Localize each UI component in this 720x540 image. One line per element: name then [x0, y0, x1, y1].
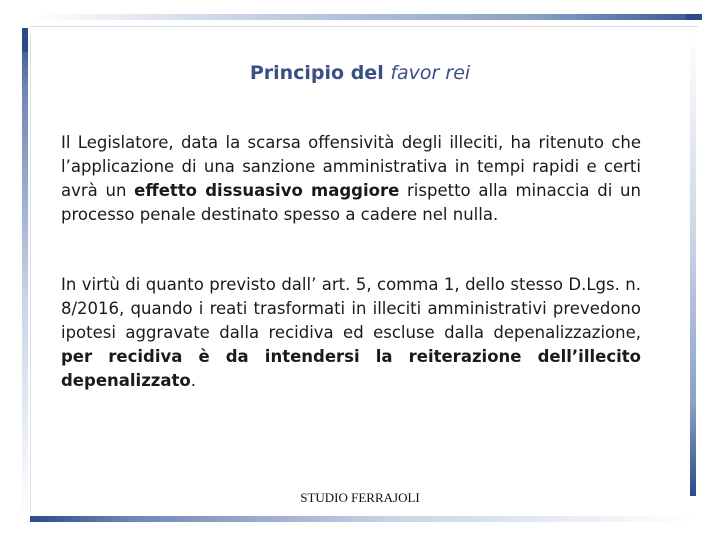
paragraph-1-text-end: rispetto alla minaccia di un processo penale destinato spesso a cadere nel nulla.	[61, 181, 641, 224]
frame-right-bar	[690, 34, 696, 496]
frame-top-bar-accent	[686, 14, 702, 20]
slide-title	[0, 62, 720, 84]
paragraph-2-text-end: .	[190, 371, 197, 390]
frame-left-bar-accent	[22, 28, 28, 52]
frame-inner-top-line	[30, 26, 698, 27]
slide-title-prefix: Principio del	[249, 62, 391, 84]
paragraph-1-text-start: Il Legislatore, data la scarsa offensività degli illeciti, ha ritenuto che l’applicazione di una sanzione amministrativa in tempi rapidi e certi avrà un	[61, 133, 641, 200]
paragraph-recidiva	[61, 273, 641, 393]
frame-top-bar	[34, 14, 702, 20]
paragraph-legislatore	[61, 131, 641, 227]
footer-studio-name: STUDIO FERRAJOLI	[300, 490, 420, 505]
paragraph-1-bold-phrase: effetto dissuasivo maggiore	[134, 181, 400, 200]
slide-title-emphasis: favor rei	[390, 62, 471, 84]
paragraph-2-bold-phrase: per recidiva è da intendersi la reiterazione dell’illecito depenalizzato	[61, 347, 641, 390]
frame-bottom-bar	[30, 516, 694, 522]
paragraph-2-text-start: In virtù di quanto previsto dall’ art. 5, comma 1, dello stesso D.Lgs. n. 8/2016, quando i reati trasformati in illeciti amministrativi prevedono ipotesi aggravate dalla recidiva ed escluse dalla depenalizzazione,	[61, 275, 641, 342]
frame-inner-left-line	[30, 34, 31, 512]
frame-left-bar	[22, 28, 28, 522]
